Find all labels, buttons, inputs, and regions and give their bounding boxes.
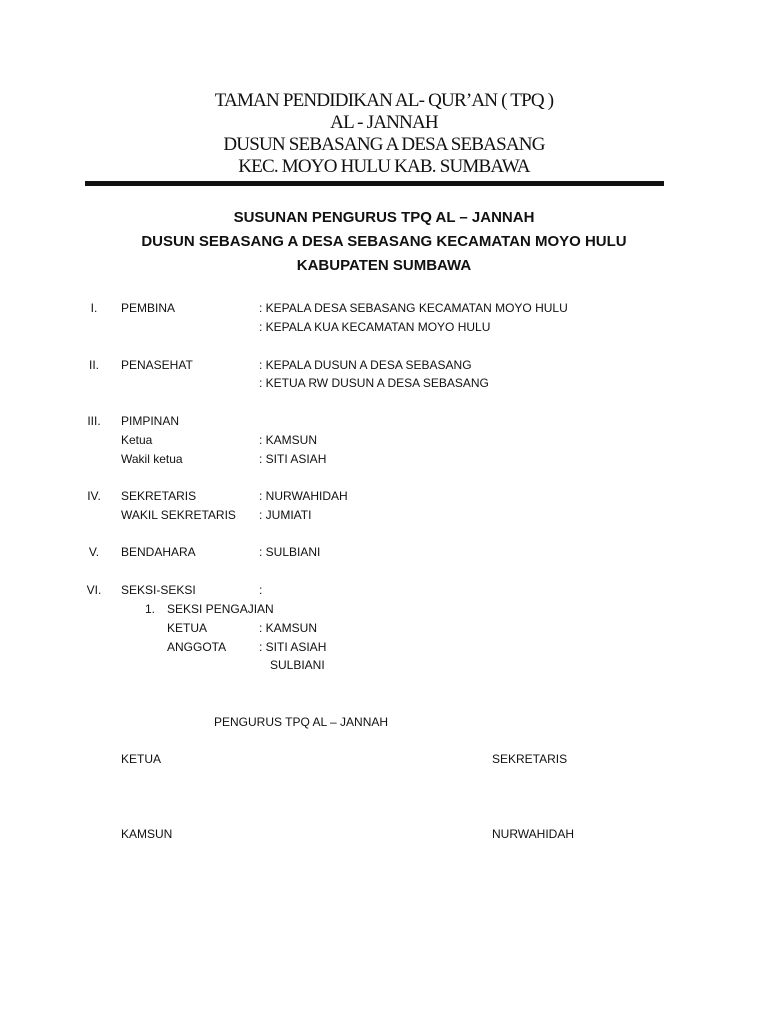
section-label-bendahara: BENDAHARA <box>121 545 196 559</box>
pengajian-anggota-value-2: SULBIANI <box>270 658 325 672</box>
section-label-sekretaris: SEKRETARIS <box>121 489 197 503</box>
letterhead-line-2: AL - JANNAH <box>330 112 438 133</box>
letterhead-line-4: KEC. MOYO HULU KAB. SUMBAWA <box>238 156 530 177</box>
signature-left-role: KETUA <box>121 752 162 766</box>
pimpinan-wakil-value: : SITI ASIAH <box>259 452 327 466</box>
seksi-value: : <box>259 583 263 597</box>
pimpinan-ketua-value: : KAMSUN <box>259 433 318 447</box>
section-number: I. <box>90 301 98 315</box>
penasehat-value-1: : KEPALA DUSUN A DESA SEBASANG <box>259 358 472 372</box>
section-number: VI. <box>86 583 102 597</box>
document-title-line-2: DUSUN SEBASANG A DESA SEBASANG KECAMATAN MOYO HULU <box>141 233 627 250</box>
signature-left-name: KAMSUN <box>121 827 173 841</box>
penasehat-value-2: : KETUA RW DUSUN A DESA SEBASANG <box>259 376 489 390</box>
section-label-pimpinan: PIMPINAN <box>121 414 180 428</box>
letterhead-line-1: TAMAN PENDIDIKAN AL- QUR’AN ( TPQ ) <box>214 90 554 111</box>
wakil-sekretaris-label: WAKIL SEKRETARIS <box>121 508 236 522</box>
signature-right-role: SEKRETARIS <box>492 752 568 766</box>
wakil-sekretaris-value: : JUMIATI <box>259 508 312 522</box>
sekretaris-value: : NURWAHIDAH <box>259 489 348 503</box>
pengajian-ketua-value: : KAMSUN <box>259 621 318 635</box>
subsection-number: 1. <box>145 602 156 616</box>
section-label-penasehat: PENASEHAT <box>121 358 193 372</box>
document-title-line-1: SUSUNAN PENGURUS TPQ AL – JANNAH <box>233 209 535 226</box>
pembina-value-1: : KEPALA DESA SEBASANG KECAMATAN MOYO HULU <box>259 301 568 315</box>
signature-heading: PENGURUS TPQ AL – JANNAH <box>214 715 389 729</box>
pengajian-ketua-label: KETUA <box>167 621 208 635</box>
document-title-line-3: KABUPATEN SUMBAWA <box>296 257 472 274</box>
letterhead-divider <box>85 181 664 186</box>
section-label-seksi: SEKSI-SEKSI <box>121 583 196 597</box>
bendahara-value: : SULBIANI <box>259 545 321 559</box>
signature-right-name: NURWAHIDAH <box>492 827 575 841</box>
pengajian-anggota-label: ANGGOTA <box>167 640 227 654</box>
pembina-value-2: : KEPALA KUA KECAMATAN MOYO HULU <box>259 320 491 334</box>
section-label-pembina: PEMBINA <box>121 301 176 315</box>
section-number: IV. <box>87 489 101 503</box>
letterhead-line-3: DUSUN SEBASANG A DESA SEBASANG <box>223 134 545 155</box>
pengajian-anggota-value-1: : SITI ASIAH <box>259 640 327 654</box>
pimpinan-ketua-label: Ketua <box>121 433 153 447</box>
pimpinan-wakil-label: Wakil ketua <box>121 452 183 466</box>
section-number: II. <box>88 358 99 372</box>
section-number: III. <box>87 414 101 428</box>
section-number: V. <box>88 545 100 559</box>
subsection-label-pengajian: SEKSI PENGAJIAN <box>167 602 274 616</box>
